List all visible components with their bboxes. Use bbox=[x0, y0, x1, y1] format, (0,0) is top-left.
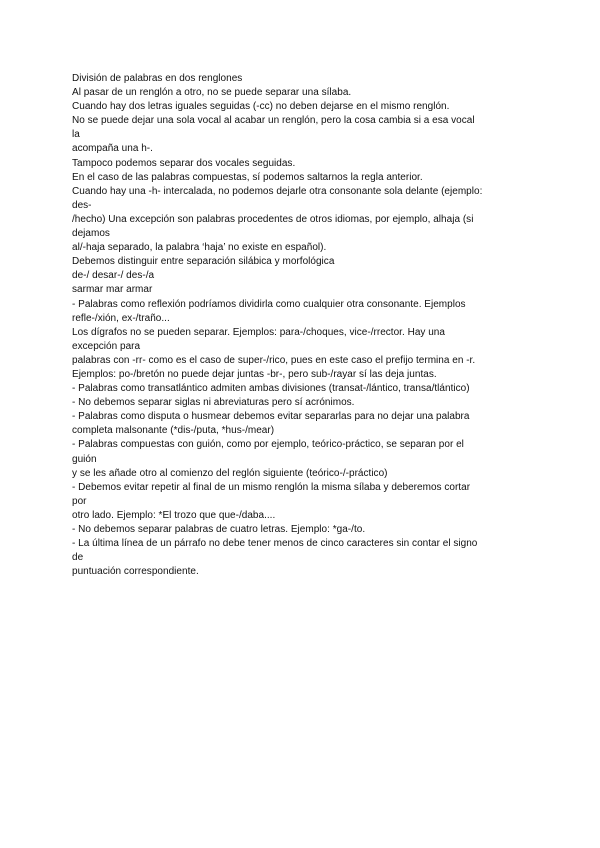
text-line: - Palabras compuestas con guión, como por ejemplo, teórico-práctico, se separan por el bbox=[72, 439, 464, 451]
text-line: Debemos distinguir entre separación silábica y morfológica bbox=[72, 256, 335, 268]
text-line: Al pasar de un renglón a otro, no se puede separar una sílaba. bbox=[72, 87, 352, 99]
text-line: Cuando hay una -h- intercalada, no podemos dejarle otra consonante sola delante (ejemplo: bbox=[72, 185, 483, 197]
text-line: palabras con -rr- como es el caso de super-/rico, pues en este caso el prefijo termina en -r. bbox=[72, 354, 476, 366]
text-line: - No debemos separar palabras de cuatro letras. Ejemplo: *ga-/to. bbox=[72, 524, 366, 535]
document-title: División de palabras en dos renglones bbox=[72, 73, 243, 84]
text-line: No se puede dejar una sola vocal al acabar un renglón, pero la cosa cambia si a esa vocal bbox=[72, 115, 475, 127]
text-line: por bbox=[72, 495, 87, 507]
text-line: Ejemplos: po-/bretón no puede dejar juntas -br-, pero sub-/rayar sí las deja juntas. bbox=[72, 368, 437, 380]
text-line: Cuando hay dos letras iguales seguidas (-cc) no deben dejarse en el mismo renglón. bbox=[72, 101, 450, 113]
text-line: Los dígrafos no se pueden separar. Ejemplos: para-/choques, vice-/rrector. Hay una bbox=[72, 326, 445, 338]
text-line: /hecho) Una excepción son palabras procedentes de otros idiomas, por ejemplo, alhaja (si bbox=[72, 213, 474, 225]
text-line: puntuación correspondiente. bbox=[72, 566, 199, 578]
text-line: sarmar mar armar bbox=[72, 284, 153, 296]
text-line: acompaña una h-. bbox=[72, 143, 153, 155]
text-line: En el caso de las palabras compuestas, sí podemos saltarnos la regla anterior. bbox=[72, 171, 423, 183]
text-line: - Palabras como reflexión podríamos dividirla como cualquier otra consonante. Ejemplos bbox=[72, 298, 466, 310]
text-line: - No debemos separar siglas ni abreviaturas pero sí acrónimos. bbox=[72, 397, 355, 409]
text-line: dejamos bbox=[72, 228, 110, 240]
text-line: guión bbox=[72, 453, 97, 465]
text-line: al/-haja separado, la palabra ‘haja’ no existe en español). bbox=[72, 242, 327, 254]
text-line: completa malsonante (*dis-/puta, *hus-/mear) bbox=[72, 425, 275, 437]
text-line: de-/ desar-/ des-/a bbox=[72, 270, 155, 282]
text-line: - Palabras como disputa o husmear debemos evitar separarlas para no dejar una palabra bbox=[72, 411, 470, 423]
text-line: de bbox=[72, 552, 84, 564]
text-line: - Palabras como transatlántico admiten ambas divisiones (transat-/lántico, transa/tlántico) bbox=[72, 383, 470, 395]
document-body bbox=[72, 72, 532, 579]
text-line: y se les añade otro al comienzo del reglón siguiente (teórico-/-práctico) bbox=[72, 467, 388, 479]
text-line: - Debemos evitar repetir al final de un mismo renglón la misma sílaba y deberemos cortar bbox=[72, 481, 471, 493]
text-line: Tampoco podemos separar dos vocales seguidas. bbox=[72, 157, 296, 169]
text-line: refle-/xión, ex-/traño... bbox=[72, 312, 170, 324]
text-line: otro lado. Ejemplo: *El trozo que que-/daba.... bbox=[72, 509, 276, 521]
text-line: des- bbox=[72, 199, 92, 211]
text-line: la bbox=[72, 129, 80, 141]
text-line: - La última línea de un párrafo no debe tener menos de cinco caracteres sin contar el signo bbox=[72, 538, 478, 550]
text-line: excepción para bbox=[72, 340, 141, 352]
